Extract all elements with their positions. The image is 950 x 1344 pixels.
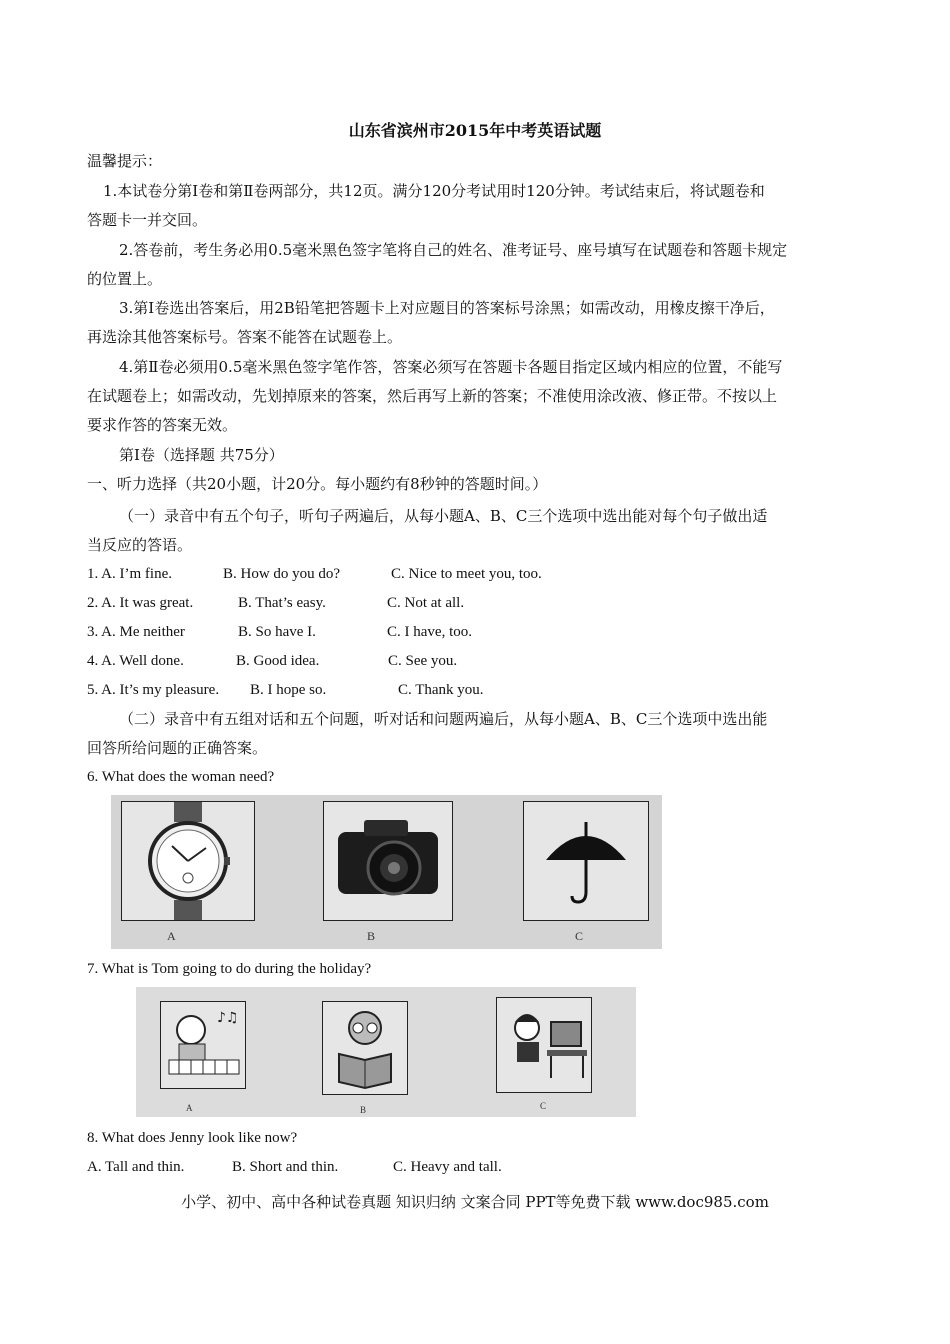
q1-option-c: C. Nice to meet you, too.: [391, 566, 542, 582]
tips-heading: 温馨提示：: [87, 152, 163, 170]
watch-icon: [122, 802, 254, 920]
q5-option-b: B. I hope so.: [250, 682, 327, 698]
q2-option-c: C. Not at all.: [387, 595, 465, 611]
camera-icon: [324, 802, 452, 920]
q6-image: [111, 795, 662, 949]
q7-label-a: A: [186, 1103, 193, 1113]
volume-1-heading: 第Ⅰ卷（选择题 共75分）: [119, 446, 284, 464]
umbrella-icon: [524, 802, 648, 920]
computer-icon: [497, 998, 591, 1092]
q3-option-c: C. I have, too.: [387, 624, 472, 640]
q4-option-b: B. Good idea.: [236, 653, 320, 669]
q2-option-a: 2. A. It was great.: [87, 595, 194, 611]
q7-question: 7. What is Tom going to do during the holiday?: [87, 961, 372, 977]
q4-option-c: C. See you.: [388, 653, 458, 669]
tip-4-line-2: 在试题卷上；如需改动，先划掉原来的答案，然后再写上新的答案；不准使用涂改液、修正带。不按以上: [87, 387, 778, 405]
piano-icon: [161, 1002, 245, 1088]
q8-option-c: C. Heavy and tall.: [393, 1159, 502, 1175]
page-title: 山东省滨州市2015年中考英语试题: [348, 121, 602, 140]
q2-option-b: B. That’s easy.: [238, 595, 326, 611]
q6-panel-c: [523, 801, 649, 921]
q6-label-a: A: [167, 929, 176, 943]
q6-question: 6. What does the woman need?: [87, 769, 275, 785]
page-footer: 小学、初中、高中各种试卷真题 知识归纳 文案合同 PPT等免费下载 www.doc985.com: [181, 1193, 769, 1211]
q6-label-c: C: [575, 929, 584, 943]
q7-panel-c: [496, 997, 592, 1093]
q7-panel-b: [322, 1001, 408, 1095]
q6-panel-a: [121, 801, 255, 921]
q7-panel-a: [160, 1001, 246, 1089]
part-2-instruction-line-1: （二）录音中有五组对话和五个问题，听对话和问题两遍后，从每小题A、B、C三个选项中选出能: [119, 710, 768, 728]
q1-option-b: B. How do you do?: [223, 566, 341, 582]
q7-label-c: C: [540, 1101, 547, 1111]
q4-option-a: 4. A. Well done.: [87, 653, 184, 669]
q5-option-c: C. Thank you.: [398, 682, 484, 698]
q8-question: 8. What does Jenny look like now?: [87, 1130, 298, 1146]
tip-2-line-2: 的位置上。: [87, 270, 163, 288]
tip-3-line-1: 3.第Ⅰ卷选出答案后，用2B铅笔把答题卡上对应题目的答案标号涂黑；如需改动，用橡皮擦干净后，: [119, 299, 775, 317]
tip-2-line-1: 2.答卷前，考生务必用0.5毫米黑色签字笔将自己的姓名、准考证号、座号填写在试题卷和答题卡规定: [119, 241, 788, 259]
svg-text:♪♫: ♪♫: [217, 1010, 239, 1026]
q8-option-b: B. Short and thin.: [232, 1159, 339, 1175]
q3-option-a: 3. A. Me neither: [87, 624, 185, 640]
q6-panel-b: [323, 801, 453, 921]
tip-4-line-3: 要求作答的答案无效。: [87, 416, 238, 434]
q1-option-a: 1. A. I’m fine.: [87, 566, 172, 582]
q3-option-b: B. So have I.: [238, 624, 316, 640]
tip-4-line-1: 4.第Ⅱ卷必须用0.5毫米黑色签字笔作答，答案必须写在答题卡各题目指定区域内相应的位置，不能写: [119, 358, 783, 376]
q7-image: [136, 987, 636, 1117]
q7-label-b: B: [360, 1105, 367, 1115]
tip-1-line-1: 1.本试卷分第Ⅰ卷和第Ⅱ卷两部分，共12页。满分120分考试用时120分钟。考试结束后，将试题卷和: [103, 182, 765, 200]
reading-book-icon: [323, 1002, 407, 1094]
q6-label-b: B: [367, 929, 376, 943]
part-1-instruction-line-2: 当反应的答语。: [87, 536, 193, 554]
q5-option-a: 5. A. It’s my pleasure.: [87, 682, 220, 698]
part-2-instruction-line-2: 回答所给问题的正确答案。: [87, 739, 268, 757]
tip-1-line-2: 答题卡一并交回。: [87, 211, 208, 229]
part-1-instruction-line-1: （一）录音中有五个句子，听句子两遍后，从每小题A、B、C三个选项中选出能对每个句子做出适: [119, 507, 768, 525]
tip-3-line-2: 再选涂其他答案标号。答案不能答在试题卷上。: [87, 328, 403, 346]
q8-option-a: A. Tall and thin.: [87, 1159, 185, 1175]
section-1-heading: 一、听力选择（共20小题，计20分。每小题约有8秒钟的答题时间。）: [87, 475, 548, 493]
